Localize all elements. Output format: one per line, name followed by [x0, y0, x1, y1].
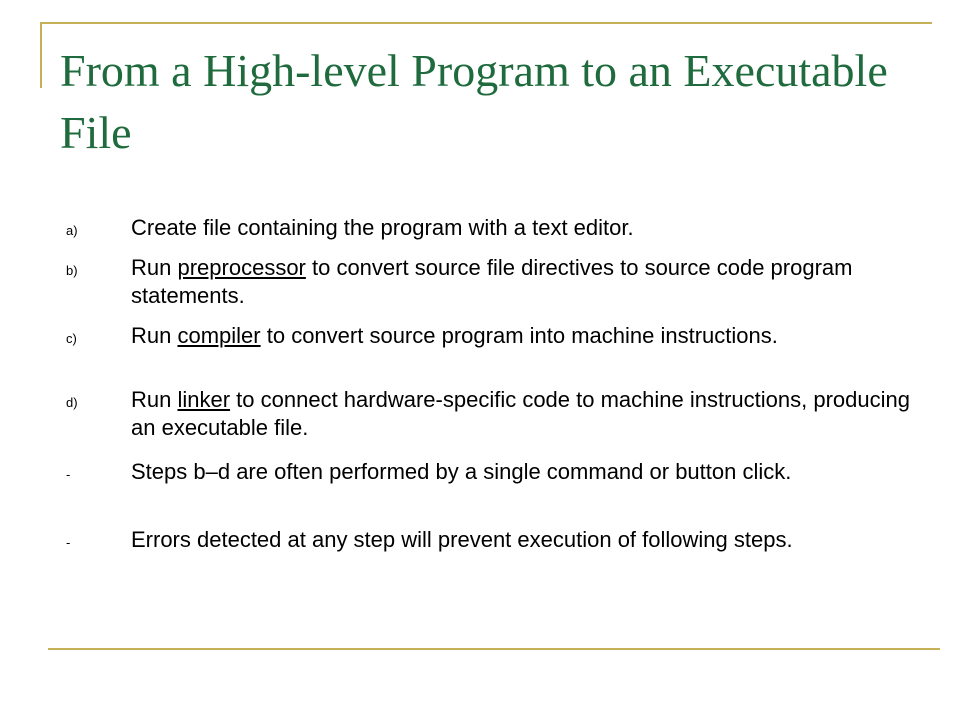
item-text: Create file containing the program with a text editor.: [131, 215, 634, 240]
list-item-text: [131, 254, 921, 310]
list-item-text: [131, 458, 921, 486]
list-marker: b): [66, 263, 78, 278]
left-rule: [40, 22, 42, 88]
item-text-after: to convert source program into machine instructions.: [260, 323, 778, 348]
list-item-text: [131, 386, 921, 442]
list-marker: -: [66, 535, 71, 550]
term-linker: linker: [177, 387, 231, 412]
item-text-after: to convert source file directives to source code program statements.: [131, 255, 853, 308]
top-rule: [40, 22, 932, 24]
slide-title: From a High-level Program to an Executable File: [60, 45, 888, 158]
list-marker: d): [66, 395, 78, 410]
item-text: Steps b–d are often performed by a single command or button click.: [131, 459, 792, 484]
list-item-text: [131, 322, 921, 350]
bottom-rule: [48, 648, 940, 650]
item-text: Errors detected at any step will prevent execution of following steps.: [131, 527, 793, 552]
item-text-before: Run: [131, 387, 178, 412]
list-item-text: [131, 214, 921, 242]
list-marker: a): [66, 223, 78, 238]
term-preprocessor: preprocessor: [177, 255, 306, 280]
list-marker: c): [66, 331, 77, 346]
item-text-after: to connect hardware-specific code to machine instructions, producing an executable file.: [131, 387, 910, 440]
item-text-before: Run: [131, 323, 178, 348]
term-compiler: compiler: [177, 323, 261, 348]
list-marker: -: [66, 467, 71, 482]
list-item-text: [131, 526, 921, 554]
item-text-before: Run: [131, 255, 178, 280]
